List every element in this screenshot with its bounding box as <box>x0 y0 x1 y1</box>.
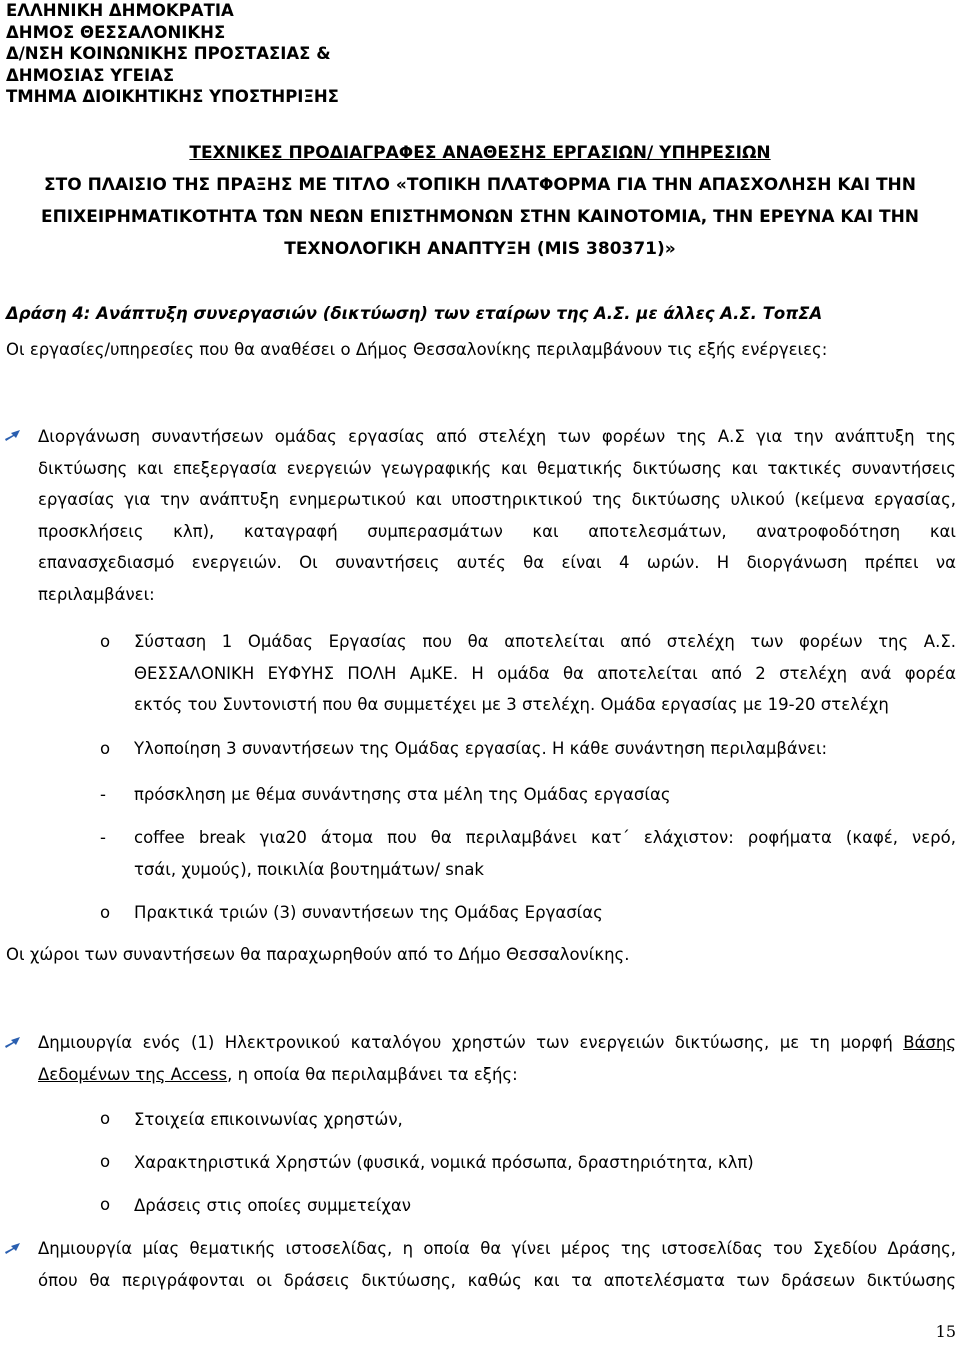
action-heading: Δράση 4: Ανάπτυξη συνεργασιών (δικτύωση) των εταίρων της Α.Σ. με άλλες Α.Σ. ΤοπΣΑ <box>6 304 823 323</box>
access-database-link[interactable]: Δεδομένων της Access <box>38 1064 228 1084</box>
text-line <box>38 1027 956 1059</box>
list-marker: - <box>100 828 106 847</box>
section2-paragraph <box>38 1027 956 1090</box>
title-line: ΤΕΧΝΙΚΕΣ ΠΡΟΔΙΑΓΡΑΦΕΣ ΑΝΑΘΕΣΗΣ ΕΡΓΑΣΙΩΝ/ ΥΠΗΡΕΣΙΩΝ <box>189 143 771 163</box>
section1-paragraph <box>38 421 956 610</box>
text-line: όπου θα περιγράφονται οι δράσεις δικτύωσης, καθώς και τα αποτελέσματα των δράσεων δικτύωσης <box>38 1270 956 1290</box>
intro-paragraph: Οι εργασίες/υπηρεσίες που θα αναθέσει ο Δήμος Θεσσαλονίκης περιλαμβάνουν τις εξής ενέργειες: <box>6 340 828 359</box>
arrow-bullet-icon <box>4 1035 22 1049</box>
title-line: ΕΠΙΧΕΙΡΗΜΑΤΙΚΟΤΗΤΑ ΤΩΝ ΝΕΩΝ ΕΠΙΣΤΗΜΟΝΩΝ ΣΤΗΝ ΚΑΙΝΟΤΟΜΙΑ, ΤΗΝ ΕΡΕΥΝΑ ΚΑΙ ΤΗΝ <box>40 207 920 227</box>
header-line: Δ/ΝΣΗ ΚΟΙΝΩΝΙΚΗΣ ΠΡΟΣΤΑΣΙΑΣ & <box>6 44 331 63</box>
page-number: 15 <box>935 1322 956 1341</box>
header-line: ΔΗΜΟΣ ΘΕΣΣΑΛΟΝΙΚΗΣ <box>6 22 226 42</box>
list-item <box>134 779 956 811</box>
document-header <box>6 0 339 108</box>
document-title <box>0 137 960 265</box>
text-line: Πρακτικά τριών (3) συναντήσεων της Ομάδας Εργασίας <box>134 903 603 922</box>
arrow-bullet-icon <box>4 1241 22 1255</box>
section3-paragraph <box>38 1233 956 1296</box>
text-line: Υλοποίηση 3 συναντήσεων της Ομάδας εργασίας. Η κάθε συνάντηση περιλαμβάνει: <box>134 739 828 758</box>
list-marker: o <box>100 1195 111 1214</box>
header-line: ΔΗΜΟΣΙΑΣ ΥΓΕΙΑΣ <box>6 65 175 85</box>
text-line: Δημιουργία μίας θεματικής ιστοσελίδας, η οποία θα γίνει μέρος της ιστοσελίδας του Σχεδίου Δράσης, <box>38 1239 956 1258</box>
text-line: επανασχεδιασμό ενεργειών. Οι συναντήσεις αυτές θα είναι 4 ωρών. Η διοργάνωση πρέπει να <box>38 553 956 572</box>
title-line: ΤΕΧΝΟΛΟΓΙΚΗ ΑΝΑΠΤΥΞΗ (MIS 380371)» <box>284 239 676 259</box>
list-item <box>134 897 956 929</box>
text-line: εκτός του Συντονιστή που θα συμμετέχει με 3 στελέχη. Ομάδα εργασίας με 19-20 στελέχη <box>134 695 889 714</box>
text-span: Δημιουργία ενός (1) Ηλεκτρονικού καταλόγου χρηστών των ενεργειών δικτύωσης, με τη μορφή <box>38 1033 904 1052</box>
list-item: Δράσεις στις οποίες συμμετείχαν <box>134 1196 411 1215</box>
text-span: , η οποία θα περιλαμβάνει τα εξής: <box>227 1064 518 1084</box>
title-line: ΣΤΟ ΠΛΑΙΣΙΟ ΤΗΣ ΠΡΑΞΗΣ ΜΕ ΤΙΤΛΟ «ΤΟΠΙΚΗ ΠΛΑΤΦΟΡΜΑ ΓΙΑ ΤΗΝ ΑΠΑΣΧΟΛΗΣΗ ΚΑΙ ΤΗΝ <box>43 175 917 195</box>
closing-sentence: Οι χώροι των συναντήσεων θα παραχωρηθούν από το Δήμο Θεσσαλονίκης. <box>6 945 630 964</box>
list-marker: o <box>100 1152 111 1171</box>
text-line <box>38 1059 956 1091</box>
text-line: Σύσταση 1 Ομάδας Εργασίας που θα αποτελείται από στελέχη των φορέων της Α.Σ. <box>134 632 956 651</box>
list-item <box>134 626 956 721</box>
text-line: πρόσκληση με θέμα συνάντησης στα μέλη της Ομάδας εργασίας <box>134 785 671 804</box>
list-item <box>134 822 956 885</box>
access-database-link[interactable]: Βάσης <box>903 1033 956 1052</box>
text-line: εργασίας για την ανάπτυξη ενημερωτικού και υποστηρικτικού της δικτύωσης υλικού (κείμενα εργασίας, <box>38 490 956 509</box>
arrow-bullet-icon <box>4 428 22 442</box>
text-line: Διοργάνωση συναντήσεων ομάδας εργασίας από στελέχη των φορέων της Α.Σ για την ανάπτυξη της <box>38 427 956 446</box>
list-item: Χαρακτηριστικά Χρηστών (φυσικά, νομικά πρόσωπα, δραστηριότητα, κλπ) <box>134 1153 754 1172</box>
text-line: περιλαμβάνει: <box>38 584 155 604</box>
list-item: Στοιχεία επικοινωνίας χρηστών, <box>134 1110 403 1129</box>
text-line: coffee break για20 άτομα που θα περιλαμβάνει κατ΄ ελάχιστον: ροφήματα (καφέ, νερό, <box>134 828 956 847</box>
text-line: προσκλήσεις κλπ), καταγραφή συμπερασμάτων και αποτελεσμάτων, ανατροφοδότηση και <box>38 521 956 541</box>
text-line: ΘΕΣΣΑΛΟΝΙΚΗ ΕΥΦΥΗΣ ΠΟΛΗ ΑμΚΕ. Η ομάδα θα αποτελείται από 2 στελέχη ανά φορέα <box>134 663 956 683</box>
list-marker: o <box>100 739 111 758</box>
list-marker: o <box>100 1109 111 1128</box>
header-line: ΤΜΗΜΑ ΔΙΟΙΚΗΤΙΚΗΣ ΥΠΟΣΤΗΡΙΞΗΣ <box>6 87 339 106</box>
list-marker: o <box>100 632 111 651</box>
text-line: τσάι, χυμούς), ποικιλία βουτημάτων/ snak <box>134 859 484 879</box>
list-item <box>134 733 956 765</box>
list-marker: - <box>100 785 106 804</box>
text-line: δικτύωσης και επεξεργασία ενεργειών γεωγραφικής και θεματικής δικτύωσης και τακτικές συναντήσεις <box>38 458 956 478</box>
list-marker: o <box>100 903 111 922</box>
header-line: ΕΛΛΗΝΙΚΗ ΔΗΜΟΚΡΑΤΙΑ <box>6 1 234 20</box>
